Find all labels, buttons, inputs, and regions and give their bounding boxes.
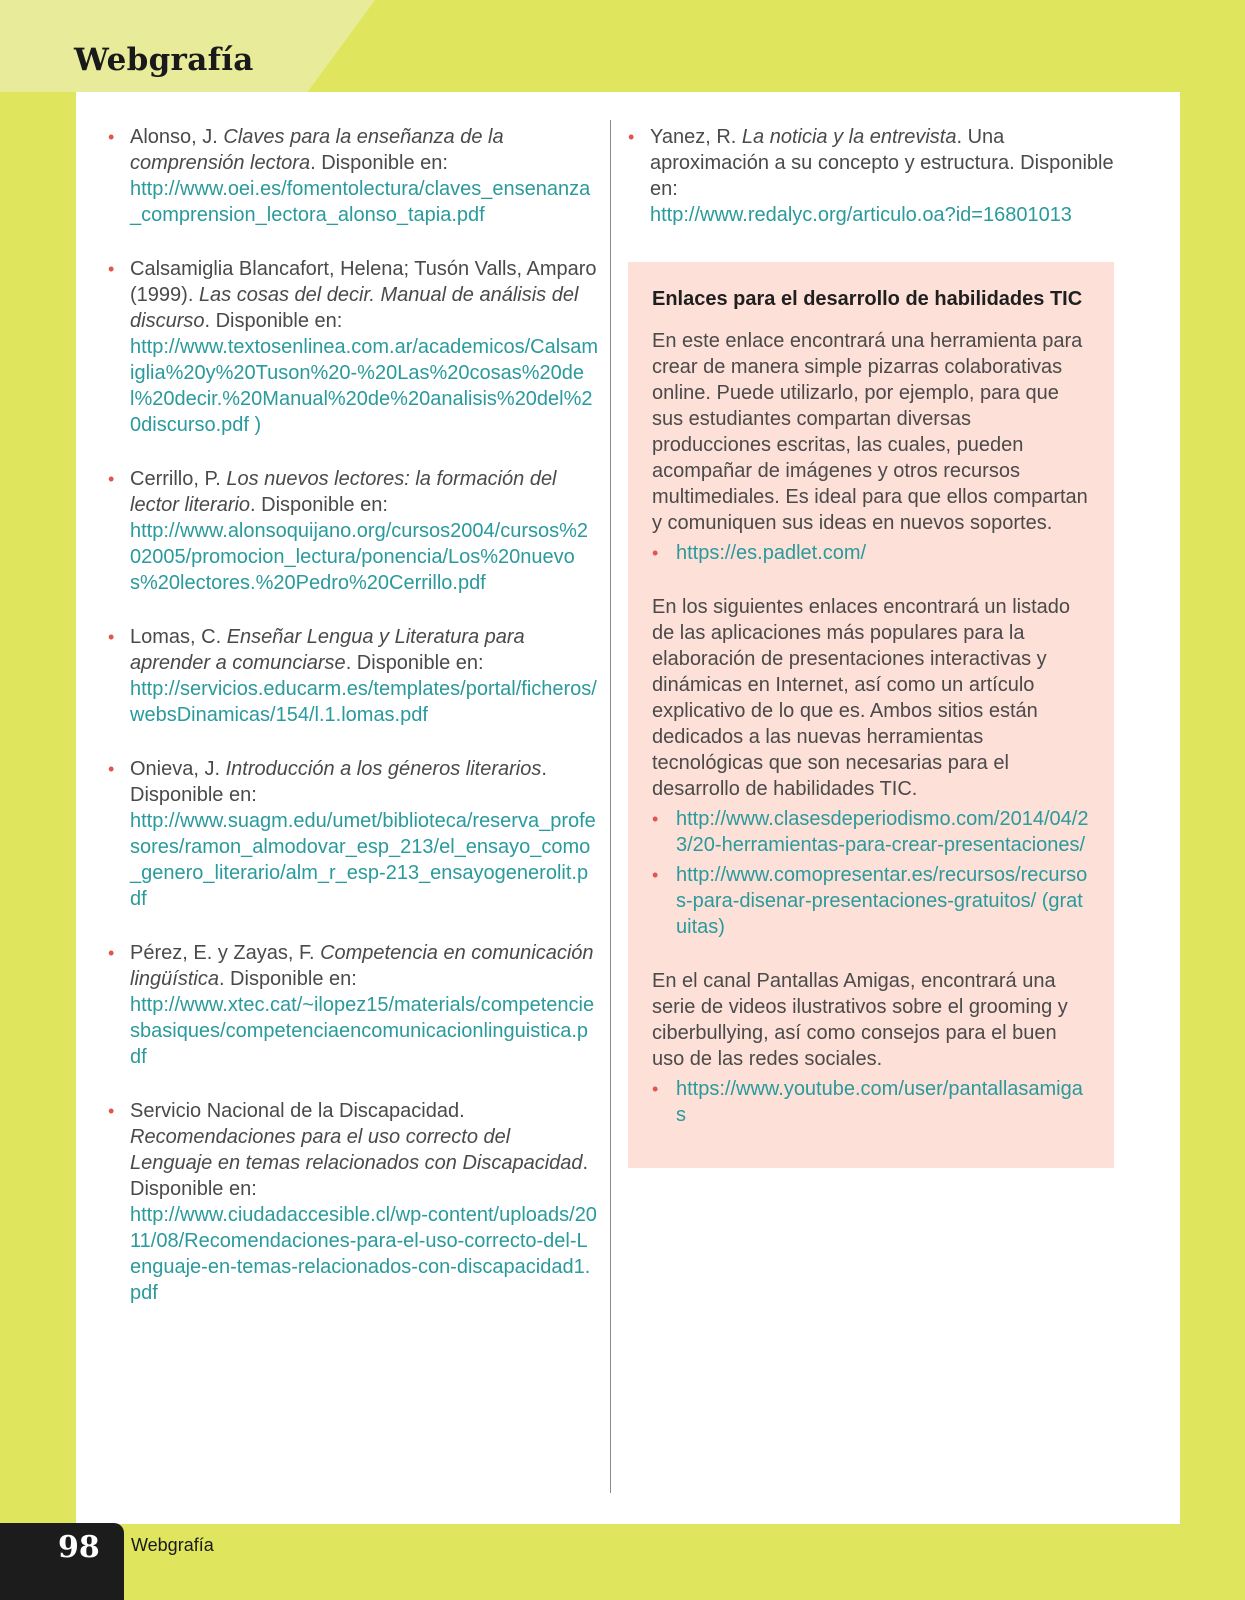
bullet-icon: • xyxy=(108,127,115,147)
reference-author: Servicio Nacional de la Discapacidad. xyxy=(130,1100,465,1122)
reference-suffix: . Disponible en: xyxy=(218,968,357,990)
bullet-icon: • xyxy=(108,759,115,779)
box-paragraph: En este enlace encontrará una herramienta para crear de manera simple pizarras colaborativas online. Puede utilizarlo, por ejemplo, para que sus estudiantes compartan diversas producciones escritas, las cuales, pueden acompañar de imágenes y otros recursos multimediales. Es ideal para que ellos compartan y comuniquen sus ideas en nuevos soportes. xyxy=(652,330,1088,534)
page-number: 98 xyxy=(58,1530,100,1565)
reference-item xyxy=(628,124,1118,228)
bullet-icon: • xyxy=(108,1101,115,1121)
youtube-link[interactable]: https://www.youtube.com/user/pantallasamigas xyxy=(676,1078,1083,1126)
reference-link[interactable]: http://www.oei.es/fomentolectura/claves_ensenanza_comprension_lectora_alonso_tapia.pdf xyxy=(130,178,591,226)
reference-author: Cerrillo, P. xyxy=(130,468,227,490)
reference-author: Yanez, R. xyxy=(650,126,742,148)
bullet-icon: • xyxy=(108,259,115,279)
bullet-icon: • xyxy=(628,127,635,147)
reference-author: Lomas, C. xyxy=(130,626,227,648)
bullet-icon: • xyxy=(108,627,115,647)
reference-link[interactable]: http://www.alonsoquijano.org/cursos2004/cursos%202005/promocion_lectura/ponencia/Los%20nuevos%20lectores.%20Pedro%20Cerrillo.pdf xyxy=(130,520,589,594)
reference-item xyxy=(108,940,598,1070)
reference-item xyxy=(108,466,598,596)
reference-suffix: . Disponible en: xyxy=(130,758,547,806)
reference-suffix: . Disponible en: xyxy=(130,1152,589,1200)
reference-link[interactable]: http://www.suagm.edu/umet/biblioteca/reserva_profesores/ramon_almodovar_esp_213/el_ensayo_como_genero_literario/alm_r_esp-213_ensayogenerolit.pdf xyxy=(130,810,596,910)
reference-author: Onieva, J. xyxy=(130,758,226,780)
reference-title: Las cosas del decir. Manual de análisis del discurso xyxy=(130,284,579,332)
bullet-icon: • xyxy=(652,1079,659,1099)
reference-title: Competencia en comunicación lingüística xyxy=(130,942,594,990)
reference-suffix: . Disponible en: xyxy=(250,494,388,516)
box-paragraph: En los siguientes enlaces encontrará un listado de las aplicaciones más populares para la elaboración de presentaciones interactivas y dinámicas en Internet, así como un artículo explicativo de lo que es. Ambos sitios están dedicados a las nuevas herramientas tecnológicas que son necesarias para el desarrollo de habilidades TIC. xyxy=(652,596,1071,800)
reference-title: Recomendaciones para el uso correcto del Lenguaje en temas relacionados con Discapacidad xyxy=(130,1126,583,1174)
bullet-icon: • xyxy=(652,543,659,563)
right-column xyxy=(628,124,1118,256)
footer-section-label: Webgrafía xyxy=(131,1535,214,1555)
reference-author: Pérez, E. y Zayas, F. xyxy=(130,942,321,964)
box-link-item[interactable] xyxy=(652,806,1092,858)
reference-title: Claves para la enseñanza de la comprensión lectora xyxy=(130,126,504,174)
reference-title: Enseñar Lengua y Literatura para aprender a comunciarse xyxy=(130,626,525,674)
box-link-item[interactable] xyxy=(652,540,1092,566)
box-paragraph: En el canal Pantallas Amigas, encontrará una serie de videos ilustrativos sobre el grooming y ciberbullying, así como consejos para el buen uso de las redes sociales. xyxy=(652,970,1068,1070)
reference-item xyxy=(108,624,598,728)
bullet-icon: • xyxy=(108,943,115,963)
box-link-item[interactable] xyxy=(652,862,1092,940)
tic-links-content xyxy=(652,286,1092,1128)
reference-title: Introducción a los géneros literarios xyxy=(225,758,542,780)
clasesdeperiodismo-link[interactable]: http://www.clasesdeperiodismo.com/2014/04/23/20-herramientas-para-crear-presentaciones/ xyxy=(676,808,1089,856)
left-column xyxy=(108,124,598,1334)
reference-suffix: . Una aproximación a su concepto y estructura. Disponible en: xyxy=(650,126,1114,200)
reference-link[interactable]: http://www.xtec.cat/~ilopez15/materials/competenciesbasiques/competenciaencomunicacionlinguistica.pdf xyxy=(130,994,595,1068)
reference-title: La noticia y la entrevista xyxy=(741,126,957,148)
reference-link[interactable]: http://servicios.educarm.es/templates/portal/ficheros/websDinamicas/154/l.1.lomas.pdf xyxy=(130,678,597,726)
reference-author: Alonso, J. xyxy=(130,126,224,148)
reference-suffix: . Disponible en: xyxy=(310,152,448,174)
reference-title: Los nuevos lectores: la formación del lector literario xyxy=(130,468,557,516)
reference-item xyxy=(108,256,598,438)
page-title: Webgrafía xyxy=(74,42,254,78)
bullet-icon: • xyxy=(108,469,115,489)
reference-item xyxy=(108,1098,598,1306)
reference-item xyxy=(108,124,598,228)
reference-link[interactable]: http://www.redalyc.org/articulo.oa?id=16801013 xyxy=(650,204,1072,226)
tic-links-box xyxy=(628,262,1114,1168)
reference-suffix: . Disponible en: xyxy=(204,310,343,332)
reference-suffix: . Disponible en: xyxy=(345,652,484,674)
column-divider xyxy=(610,120,611,1493)
comopresentar-link[interactable]: http://www.comopresentar.es/recursos/recursos-para-disenar-presentaciones-gratuitos/ (gratuitas) xyxy=(676,864,1088,938)
bullet-icon: • xyxy=(652,809,659,829)
reference-author: Calsamiglia Blancafort, Helena; Tusón Valls, Amparo (1999). xyxy=(130,258,597,306)
box-link-item[interactable] xyxy=(652,1076,1092,1128)
padlet-link[interactable]: https://es.padlet.com/ xyxy=(676,542,867,564)
reference-item xyxy=(108,756,598,912)
reference-link[interactable]: http://www.textosenlinea.com.ar/academicos/Calsamiglia%20y%20Tuson%20-%20Las%20cosas%20del%20decir.%20Manual%20de%20analisis%20del%20discurso.pdf ) xyxy=(130,336,598,436)
reference-link[interactable]: http://www.ciudadaccesible.cl/wp-content/uploads/2011/08/Recomendaciones-para-el-uso-correcto-del-Lenguaje-en-temas-relacionados-con-discapacidad1.pdf xyxy=(130,1204,597,1304)
bullet-icon: • xyxy=(652,865,659,885)
box-heading: Enlaces para el desarrollo de habilidades TIC xyxy=(652,288,1083,310)
